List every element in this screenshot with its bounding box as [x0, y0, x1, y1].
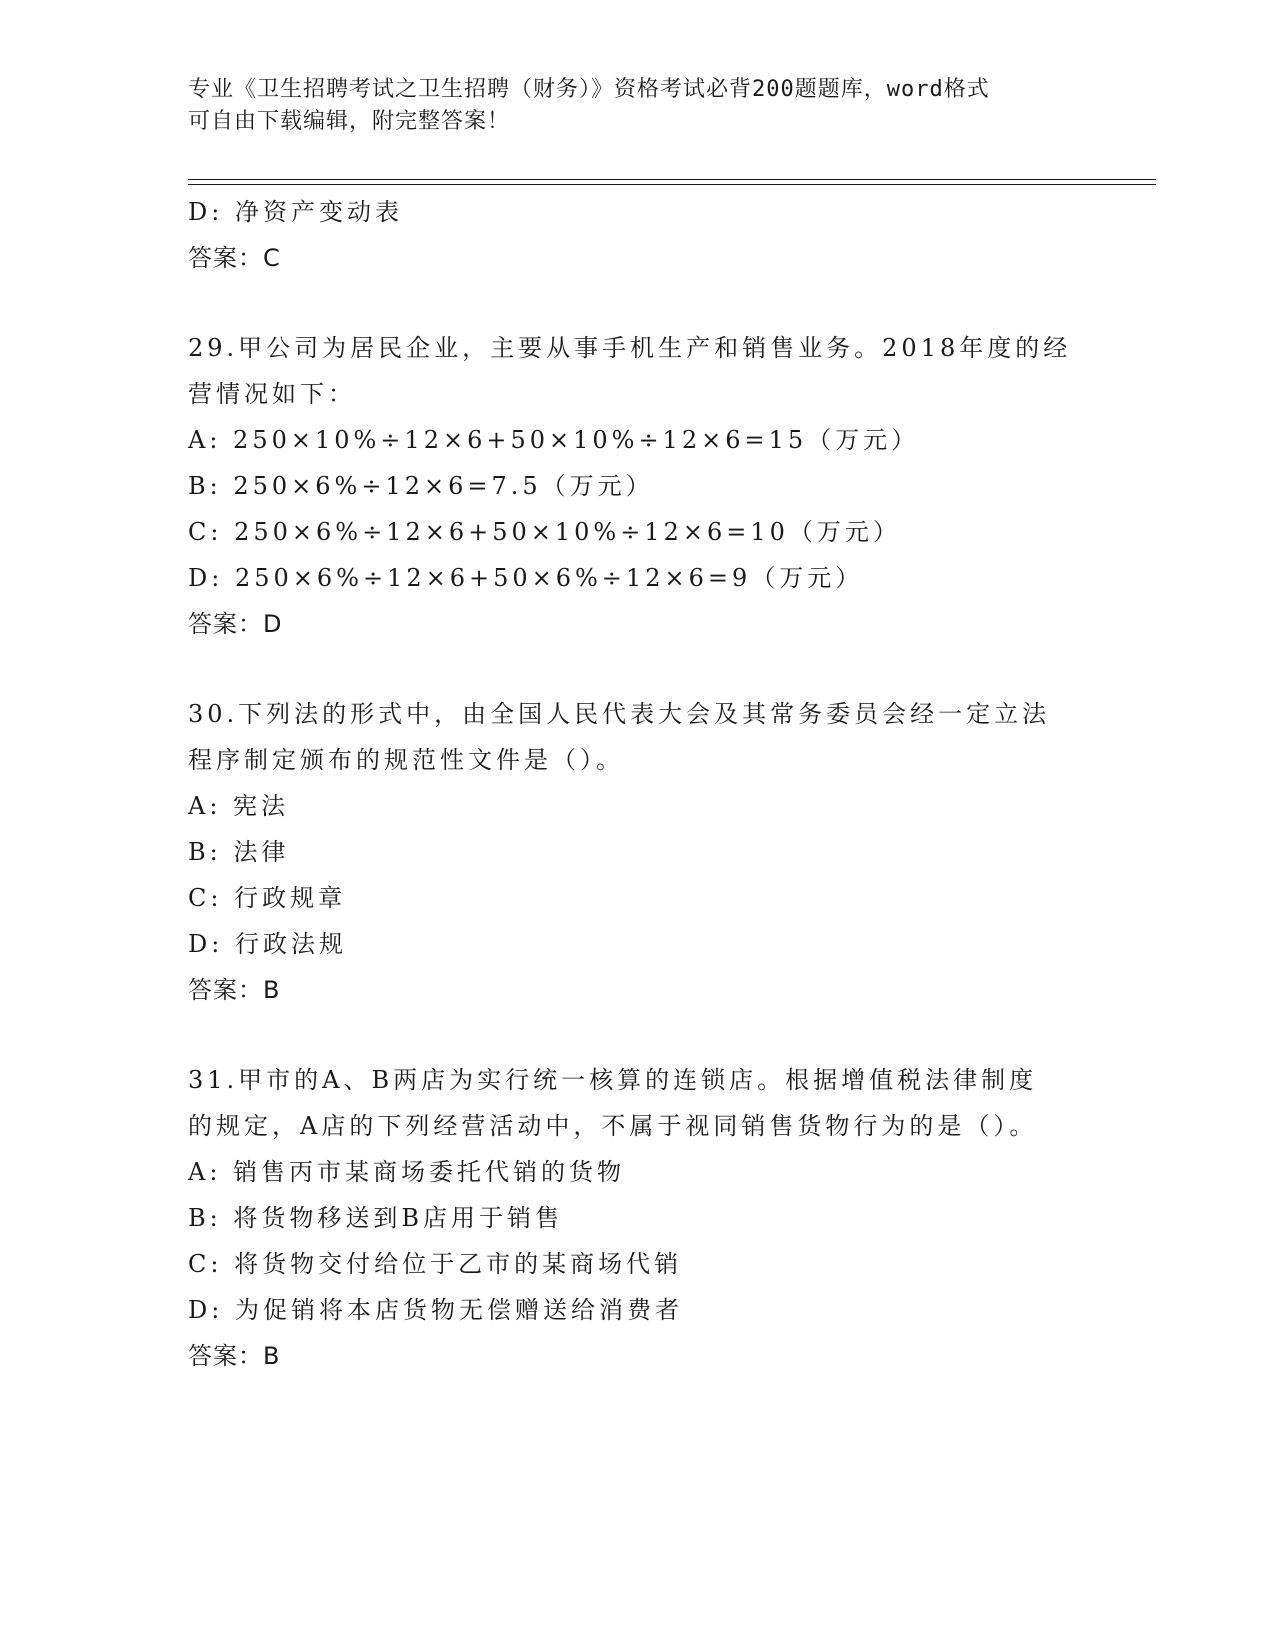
question-28-tail — [188, 189, 1088, 281]
option-b: B: 250×6%÷12×6=7.5（万元） — [188, 472, 654, 500]
option-c: C: 将货物交付给位于乙市的某商场代销 — [188, 1250, 683, 1278]
option-b: B: 将货物移送到B店用于销售 — [188, 1204, 563, 1232]
question-text-line-1: 29.甲公司为居民企业，主要从事手机生产和销售业务。2018年度的经 — [188, 334, 1072, 362]
answer-line: 答案：C — [188, 244, 281, 272]
header-line-1: 专业《卫生招聘考试之卫生招聘（财务）》资格考试必背200题题库，word格式 — [188, 77, 990, 102]
question-text-line-1: 30.下列法的形式中，由全国人民代表大会及其常务委员会经一定立法 — [188, 700, 1051, 728]
option-b: B: 法律 — [188, 838, 290, 866]
option-a: A: 销售丙市某商场委托代销的货物 — [188, 1158, 626, 1186]
question-31 — [188, 1057, 1088, 1379]
question-list — [188, 189, 1088, 1379]
question-text-line-2: 程序制定颁布的规范性文件是（）。 — [188, 746, 624, 774]
answer-line: 答案：D — [188, 610, 283, 638]
question-text-line-2: 营情况如下： — [188, 380, 356, 408]
spacer — [188, 647, 1088, 691]
spacer — [188, 1013, 1088, 1057]
question-text-line-2: 的规定，A店的下列经营活动中，不属于视同销售货物行为的是（）。 — [188, 1112, 1038, 1140]
question-29 — [188, 325, 1088, 647]
document-header — [188, 74, 1088, 138]
spacer — [188, 281, 1088, 325]
option-a: A: 250×10%÷12×6+50×10%÷12×6=15（万元） — [188, 426, 920, 454]
option-d: D: 250×6%÷12×6+50×6%÷12×6=9（万元） — [188, 564, 864, 592]
option-a: A: 宪法 — [188, 792, 290, 820]
question-text-line-1: 31.甲市的A、B两店为实行统一核算的连锁店。根据增值税法律制度 — [188, 1066, 1038, 1094]
header-divider-top — [188, 179, 1156, 180]
header-divider-bottom — [188, 184, 1156, 185]
option-d: D: 行政法规 — [188, 930, 347, 958]
question-30 — [188, 691, 1088, 1013]
header-line-2: 可自由下载编辑，附完整答案！ — [188, 109, 511, 134]
option-c: C: 行政规章 — [188, 884, 347, 912]
answer-line: 答案：B — [188, 976, 281, 1004]
answer-line: 答案：B — [188, 1342, 281, 1370]
option-c: C: 250×6%÷12×6+50×10%÷12×6=10（万元） — [188, 518, 901, 546]
option-d: D: 为促销将本店货物无偿赠送给消费者 — [188, 1296, 683, 1324]
option-d: D: 净资产变动表 — [188, 198, 403, 226]
